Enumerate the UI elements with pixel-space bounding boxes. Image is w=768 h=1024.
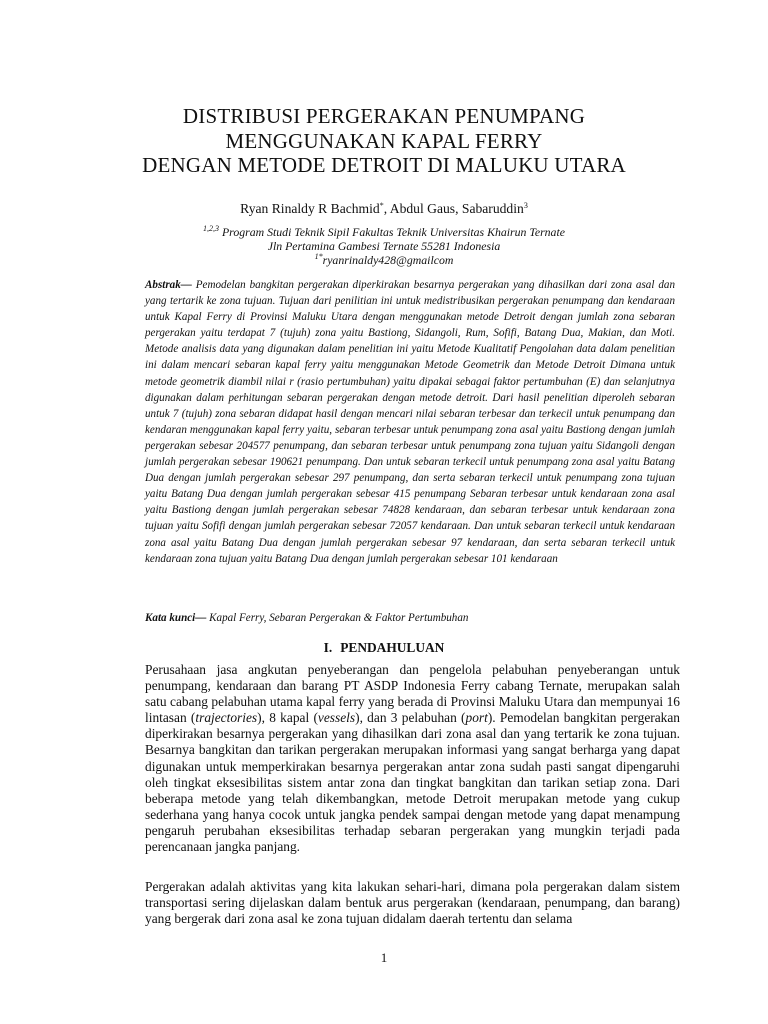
affiliation-address: Jln Pertamina Gambesi Ternate 55281 Indonesia (267, 239, 501, 253)
affiliation-marks: 1,2,3 (203, 224, 220, 233)
section-number: I. (323, 640, 333, 655)
co-authors: , Abdul Gaus, Sabaruddin (383, 201, 524, 216)
title-line-1: DISTRIBUSI PERGERAKAN PENUMPANG (182, 104, 586, 128)
keywords-text: Kapal Ferry, Sebaran Pergerakan & Faktor Pertumbuhan (206, 612, 469, 624)
italic-term: trajectories (195, 710, 258, 726)
paper-title (100, 104, 668, 178)
keywords-label: Kata kunci— (145, 612, 207, 624)
author-email: ryanrinaldy428@gmailcom (322, 253, 454, 267)
abstract-label: Abstrak— (145, 279, 192, 291)
author-mark: * (379, 201, 384, 210)
abstract-text: Pemodelan bangkitan pergerakan diperkirakan besarnya pergerakan yang dihasilkan dari zona asal dan yang tertarik ke zona tujuan. Tujuan dari penilitian ini untuk medistribusikan pergerakan penumpang dan kendaraan untuk Kapal Ferry di Provinsi Maluku Utara dengan menggunakan metode Detroit dengan jumlah zona sebaran pergerakan yaitu terdapat 7 (tujuh) zona yaitu Bastiong, Sidangoli, Rum, Sofifi, Batang Dua, Makian, dan Moti. Metode analisis data yang digunakan dalam penelitian ini yaitu Metode Kualitatif Pengolahan data dalam penelitian ini dalam mencari sebaran kapal ferry yaitu menggunakan Metode Geometrik dan Metode Detroit Dimana untuk metode geometrik diambil nilai r (rasio pertumbuhan) yaitu dipakai sebagai faktor pertumbuhan (E) dan selanjutnya digunakan dalam perhitungan sebaran pergerakan dengan metode detroit. Dari hasil penelitian diperoleh sebaran untuk 7 (tujuh) zona sebaran didapat hasil dengan mencari nilai sebaran terbesar dan terkecil untuk penumpang dan kendaran menggunakan kapal ferry yaitu, sebaran terbesar untuk penumpang zona asal yaitu Bastiong dengan jumlah pergerakan sebesar 204577 penumpang, dan sebaran terbesar untuk penumpang zona tujuan yaitu Sidangoli dengan jumlah pergerakan sebesar 190621 penumpang. Dan untuk sebaran terkecil untuk penumpang zona asal yaitu Batang Dua dengan jumlah pergerakan sebesar 297 penumpang, dan serta sebaran terkecil untuk penumpang zona tujuan yaitu Batang Dua dengan jumlah pergerakan sebesar 415 penumpang Sebaran terbesar untuk kendaraan zona asal yaitu Bastiong dengan jumlah pergerakan sebesar 74828 kendaraan, dan sebaran terbesar untuk kendaraan zona tujuan yaitu Sofifi dengan jumlah pergerakan sebesar 72057 kendaraan. Dan untuk sebaran terkecil untuk kendaraan zona asal yaitu Batang Dua dengan jumlah pergerakan sebesar 97 kendaraan, dan serta sebaran terkecil untuk kendaraan zona tujuan yaitu Batang Dua dengan jumlah pergerakan sebesar 101 kendaraan (145, 279, 675, 565)
title-line-2: MENGGUNAKAN KAPAL FERRY (225, 128, 543, 153)
italic-term: vessels (317, 710, 356, 726)
paragraph-text: Perusahaan jasa angkutan penyeberangan dan pengelola pelabuhan penyeberangan untuk penumpang, kendaraan dan barang PT ASDP Indonesia Ferry cabang Ternate, merupakan salah satu cabang pelabuhan utama kapal ferry yang berada di Provinsi Maluku Utara dan mempunyai 16 lintasan ( (145, 662, 680, 726)
keywords (145, 610, 675, 626)
title-line-3: DENGAN METODE DETROIT DI MALUKU UTARA (142, 153, 626, 177)
body-paragraph-2: Pergerakan adalah aktivitas yang kita lakukan sehari-hari, dimana pola pergerakan dalam sistem transportasi sering dijelaskan dalam bentuk arus pergerakan (kendaraan, penumpang, dan barang) yang bergerak dari zona asal ke zona tujuan didalam daerah tertentu dan selama (145, 879, 680, 927)
author-name: Ryan Rinaldy R Bachmid (240, 201, 380, 216)
affiliation (100, 225, 668, 267)
section-title: PENDAHULUAN (340, 640, 445, 655)
paragraph-text: ), 8 kapal ( (257, 710, 318, 726)
co-author-mark: 3 (523, 201, 528, 210)
affiliation-email-line (100, 253, 668, 267)
paragraph-text: ), dan 3 pelabuhan ( (355, 710, 466, 726)
page-number: 1 (380, 950, 388, 965)
abstract (145, 277, 675, 567)
email-mark: 1* (314, 252, 323, 261)
author-list (100, 201, 668, 217)
affiliation-line-1 (100, 225, 668, 239)
section-heading (100, 640, 668, 656)
italic-term: port (465, 710, 488, 726)
affiliation-program: Program Studi Teknik Sipil Fakultas Teknik Universitas Khairun Ternate (219, 225, 565, 239)
body-paragraph-1 (145, 662, 680, 855)
paragraph-text: ). Pemodelan bangkitan pergerakan diperkirakan besarnya pergerakan yang dihasilkan dari zona asal dan yang tertarik ke zona tujuan. Besarnya bangkitan dan tarikan pergerakan merupakan informasi yang sangat berharga yang dapat digunakan untuk memperkirakan besarnya pergerakan antar zona sudah pasti sangat dipengaruhi oleh tingkat eksesibilitas sistem antar zona dan tingkat bangkitan dan tarikan setiap zona. Dari beberapa metode yang telah dikembangkan, metode Detroit merupakan metode yang cukup sederhana yang hanya cocok untuk jangka pendek sampai dengan metode yang dapat menampung pengaruh perubahan eksesibilitas terhadap sebaran pergerakan yang mungkin terjadi pada perencanaan jangka panjang. (145, 710, 680, 855)
